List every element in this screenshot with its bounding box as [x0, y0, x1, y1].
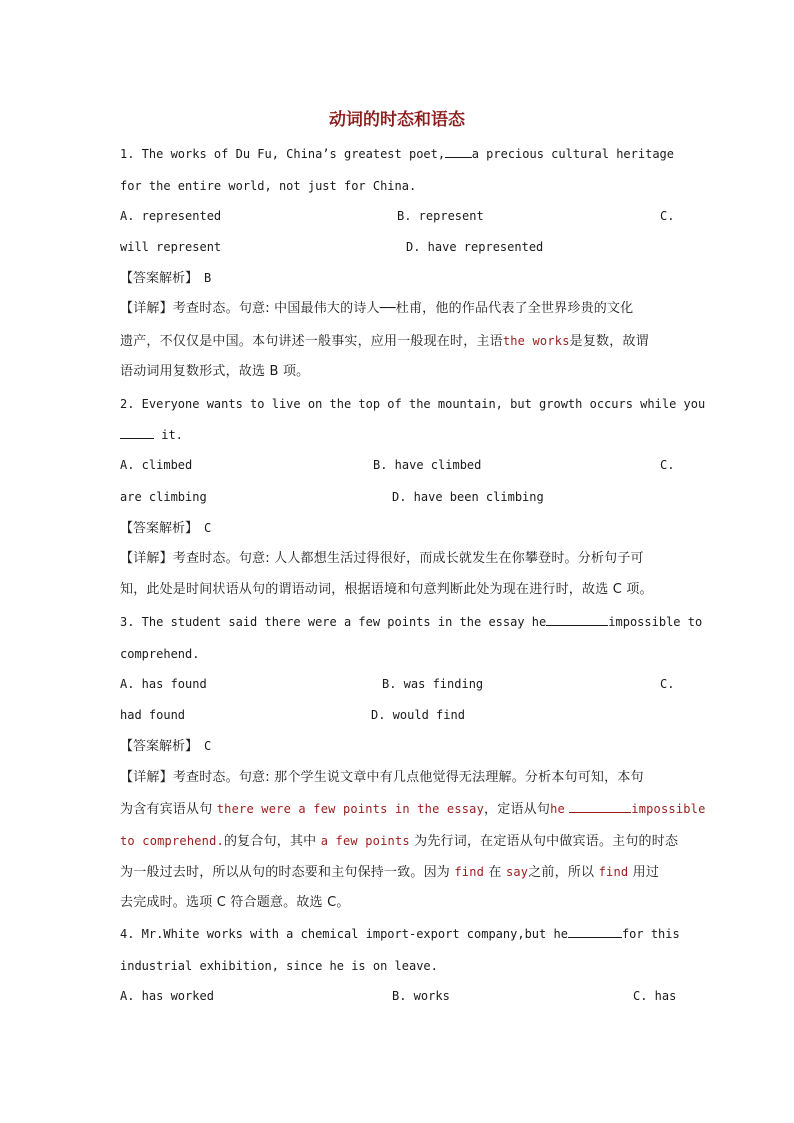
question-4-stem-part1: 4. Mr.White works with a chemical import-export company,but he — [120, 927, 568, 941]
question-3-option-a: A. has found — [120, 677, 207, 691]
question-4-stem-part2: for this — [621, 927, 680, 941]
detail-text: 用过 — [632, 865, 660, 880]
page-title: 动词的时态和语态 — [329, 110, 465, 130]
answer-value: C — [204, 739, 212, 753]
question-1-stem-part1: 1. The works of Du Fu, China’s greatest poet, — [120, 147, 446, 161]
question-1-detail-line2 — [120, 333, 674, 350]
detail-text: 为先行词，在定语从句中做宾语。主句的时态 — [414, 834, 679, 849]
detail-text: 考查时态。句意: 人人都想生活过得很好，而成长就发生在你攀登时。分析句子可 — [172, 551, 644, 566]
detail-label: 【详解】 — [120, 770, 173, 785]
question-3-stem-part2: impossible to — [608, 615, 703, 629]
question-1-option-d: D. have represented — [406, 240, 544, 254]
question-3-detail-line3 — [120, 833, 679, 850]
detail-text: 为一般过去时，所以从句的时态要和主句保持一致。因为 — [120, 865, 451, 880]
detail-text: 为含有宾语从句 — [120, 802, 213, 817]
question-2-stem-part2: it. — [161, 428, 183, 442]
question-1-detail-line1 — [120, 301, 674, 317]
question-4-stem-line2: industrial exhibition, since he is on leave. — [120, 959, 438, 973]
detail-label: 【详解】 — [120, 551, 173, 566]
question-2-option-b: B. have climbed — [373, 458, 482, 472]
question-1-option-c: will represent — [120, 240, 222, 254]
question-2-option-c-label: C. — [660, 458, 675, 472]
answer-value: C — [204, 521, 212, 535]
question-2-detail-line2: 知，此处是时间状语从句的谓语动词，根据语境和句意判断此处为现在进行时，故选 C 项。 — [120, 582, 653, 597]
detail-text: 遗产，不仅仅是中国。本句讲述一般事实，应用一般现在时，主语 — [120, 334, 503, 349]
question-2-detail-line1 — [120, 551, 674, 567]
question-1-stem-part2: a precious cultural heritage — [471, 147, 674, 161]
detail-text: 之前，所以 — [528, 865, 595, 880]
question-2-option-d: D. have been climbing — [392, 490, 544, 504]
question-1-detail-line3: 语动词用复数形式，故选 B 项。 — [120, 364, 310, 379]
detail-text: 的复合句，其中 — [223, 834, 317, 849]
detail-label: 【详解】 — [120, 301, 173, 316]
question-3-stem — [120, 614, 703, 630]
question-2-stem-line2 — [120, 427, 674, 443]
question-3-detail-line2 — [120, 801, 706, 818]
answer-label: 【答案解析】 — [120, 521, 199, 536]
answer-blank — [120, 427, 154, 439]
question-3-detail-line1 — [120, 770, 674, 786]
detail-text: 在 — [488, 865, 502, 880]
detail-highlight: to comprehend. — [120, 834, 224, 848]
question-3-detail-line5: 去完成时。选项 C 符合题意。故选 C。 — [120, 895, 350, 910]
question-3-option-b: B. was finding — [382, 677, 484, 691]
question-2-option-c: are climbing — [120, 490, 207, 504]
question-3-stem-part1: 3. The student said there were a few points in the essay he — [120, 615, 547, 629]
detail-highlight: the works — [502, 334, 570, 348]
detail-highlight: he — [550, 802, 565, 816]
question-3-option-c: had found — [120, 708, 186, 722]
question-3-stem-line2: comprehend. — [120, 647, 200, 661]
detail-highlight: find — [598, 865, 629, 879]
detail-highlight: find — [454, 865, 485, 879]
answer-blank — [568, 926, 622, 938]
question-1-option-b: B. represent — [397, 209, 484, 223]
question-3-answer — [120, 738, 674, 755]
question-1-option-a: A. represented — [120, 209, 222, 223]
question-1-stem-line2: for the entire world, not just for China. — [120, 179, 417, 193]
question-2-stem: 2. Everyone wants to live on the top of the mountain, but growth occurs while you — [120, 397, 706, 411]
question-4-option-c: C. has — [633, 989, 677, 1003]
detail-highlight: there were a few points in the essay — [216, 802, 485, 816]
question-3-option-c-label: C. — [660, 677, 675, 691]
answer-label: 【答案解析】 — [120, 271, 199, 286]
answer-label: 【答案解析】 — [120, 739, 199, 754]
question-2-option-a: A. climbed — [120, 458, 193, 472]
question-1-option-c-label: C. — [660, 209, 675, 223]
question-4-stem — [120, 926, 680, 942]
detail-text: 考查时态。句意: 中国最伟大的诗人──杜甫，他的作品代表了全世界珍贵的文化 — [172, 301, 634, 316]
question-4-option-b: B. works — [392, 989, 450, 1003]
question-2-answer — [120, 520, 674, 537]
detail-highlight: impossible — [631, 802, 706, 816]
answer-blank — [546, 614, 608, 626]
detail-text: 是复数，故谓 — [569, 334, 649, 349]
answer-blank — [569, 801, 631, 813]
detail-highlight: say — [505, 865, 529, 879]
question-3-detail-line4 — [120, 864, 674, 881]
question-1-answer — [120, 270, 674, 287]
question-4-option-a: A. has worked — [120, 989, 214, 1003]
question-3-option-d: D. would find — [371, 708, 465, 722]
question-1-stem — [120, 146, 674, 162]
detail-text: ，定语从句 — [484, 802, 551, 817]
detail-text: 考查时态。句意: 那个学生说文章中有几点他觉得无法理解。分析本句可知，本句 — [172, 770, 644, 785]
answer-blank — [445, 146, 472, 158]
detail-highlight: a few points — [320, 834, 410, 848]
answer-value: B — [204, 271, 212, 285]
